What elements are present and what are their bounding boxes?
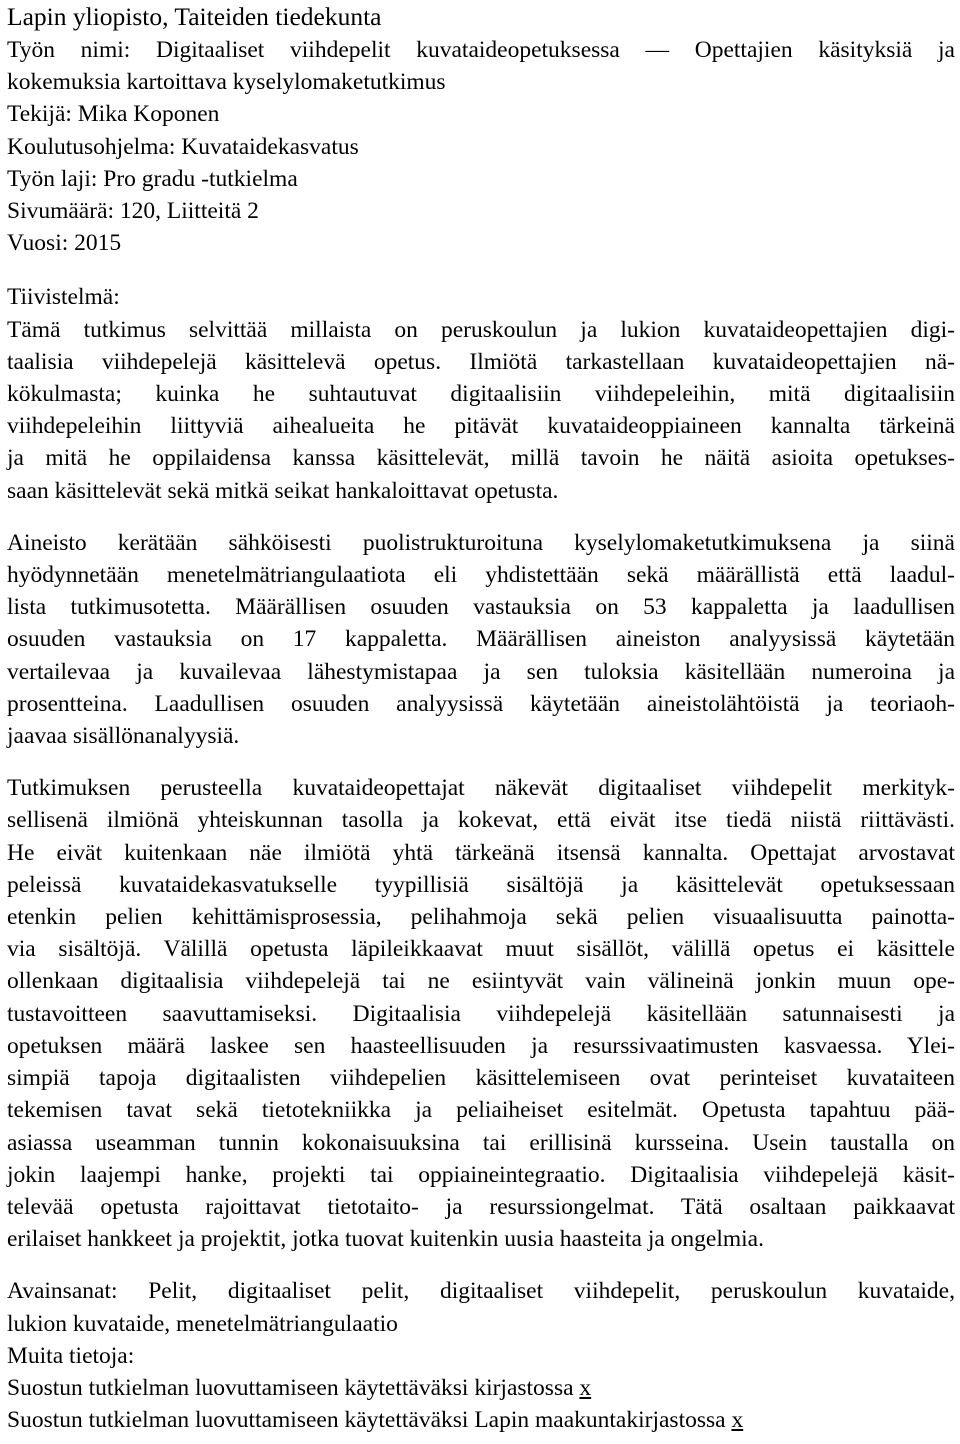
abstract-paragraph-1 xyxy=(7,314,955,507)
paragraph-line: vertailevaa ja kuvailevaa lähestymistapaa ja sen tuloksia käsitellään numeroina ja xyxy=(7,658,955,685)
paragraph-line: prosentteina. Laadullisen osuuden analyysissä käytetään aineistolähtöistä ja teoriaoh- xyxy=(7,690,955,717)
abstract-paragraph-2 xyxy=(7,527,955,752)
abstract-paragraph-3 xyxy=(7,772,955,1255)
paragraph-line: viihdepeleihin liittyviä aihealueita he pitävät kuvataideoppiaineen kannalta tärkeinä xyxy=(7,413,955,440)
paragraph-line: sellisenä ilmiönä yhteiskunnan tasolla ja kokevat, että eivät itse tiedä niistä riittävästi. xyxy=(7,807,955,834)
paragraph-line: peleissä kuvataidekasvatukselle tyypillisiä sisältöjä ja käsittelevät opetuksessaan xyxy=(7,871,955,898)
thesis-title-line-2: kokemuksia kartoittava kyselylomaketutkimus xyxy=(7,69,446,96)
regional-library-consent-mark: x xyxy=(731,1407,744,1434)
work-type-line: Työn laji: Pro gradu -tutkielma xyxy=(7,165,298,192)
paragraph-line: He eivät kuitenkaan näe ilmiötä yhtä tärkeänä itsensä kannalta. Opettajat arvostavat xyxy=(7,839,955,866)
regional-library-consent-text: Suostun tutkielman luovuttamiseen käytettäväksi Lapin maakuntakirjastossa xyxy=(7,1407,732,1434)
pages-line: Sivumäärä: 120, Liitteitä 2 xyxy=(7,198,259,225)
paragraph-line: taalisia viihdepelejä käsittelevä opetus. Ilmiötä tarkastellaan kuvataideopettajien nä- xyxy=(7,348,955,375)
paragraph-line: etenkin pelien kehittämisprosessia, pelihahmoja sekä pelien visuaalisuutta painotta- xyxy=(7,904,955,931)
paragraph-line: televää opetusta rajoittavat tietotaito- ja resurssiongelmat. Tätä osaltaan paikkaavat xyxy=(7,1193,955,1220)
paragraph-line: jokin laajempi hanke, projekti tai oppiaineintegraatio. Digitaalisia viihdepelejä käsit- xyxy=(7,1161,955,1188)
paragraph-line: erilaiset hankkeet ja projektit, jotka tuovat kuitenkin uusia haasteita ja ongelmia. xyxy=(7,1226,764,1253)
thesis-title-line-1: Työn nimi: Digitaaliset viihdepelit kuvataideopetuksessa — Opettajien käsityksiä ja xyxy=(7,37,955,63)
keywords-line-1: Avainsanat: Pelit, digitaaliset pelit, digitaaliset viihdepelit, peruskoulun kuvataide, xyxy=(7,1278,955,1305)
paragraph-line: asiassa useamman tunnin kokonaisuuksina tai erillisinä kursseina. Usein taustalla on xyxy=(7,1129,955,1156)
library-consent-mark: x xyxy=(579,1374,592,1401)
paragraph-line: lista tutkimusotetta. Määrällisen osuuden vastauksia on 53 kappaletta ja laadullisen xyxy=(7,594,955,621)
paragraph-line: ja mitä he oppilaidensa kanssa käsittelevät, millä tavoin he näitä asioita opetukses- xyxy=(7,445,955,472)
regional-library-consent-line xyxy=(7,1404,955,1436)
paragraph-line: tekemisen tavat sekä tietotekniikka ja peliaiheiset esitelmät. Opetusta tapahtuu pää- xyxy=(7,1097,955,1124)
institution-heading: Lapin yliopisto, Taiteiden tiedekunta xyxy=(7,2,382,31)
programme-line: Koulutusohjelma: Kuvataidekasvatus xyxy=(7,133,359,160)
paragraph-line: hyödynnetään menetelmätriangulaatiota eli yhdistettään sekä määrällistä että laadul- xyxy=(7,562,955,589)
paragraph-line: simpiä tapoja digitaalisten viihdepelien käsittelemiseen ovat perinteiset kuvataiteen xyxy=(7,1065,955,1092)
author-line: Tekijä: Mika Koponen xyxy=(7,101,220,128)
paragraph-line: kökulmasta; kuinka he suhtautuvat digitaalisiin viihdepeleihin, mitä digitaalisiin xyxy=(7,381,955,408)
keywords-line-2: lukion kuvataide, menetelmätriangulaatio xyxy=(7,1310,398,1337)
paragraph-line: via sisältöjä. Välillä opetusta läpileikkaavat muut sisällöt, välillä opetus ei käsittele xyxy=(7,936,955,963)
paragraph-line: saan käsittelevät sekä mitkä seikat hankaloittavat opetusta. xyxy=(7,477,559,504)
document-page xyxy=(7,0,955,1436)
paragraph-line: Tämä tutkimus selvittää millaista on peruskoulun ja lukion kuvataideopettajien digi- xyxy=(7,316,955,343)
year-line: Vuosi: 2015 xyxy=(7,230,122,257)
other-info-heading: Muita tietoja: xyxy=(7,1342,135,1369)
paragraph-line: Tutkimuksen perusteella kuvataideopettajat näkevät digitaaliset viihdepelit merkityk- xyxy=(7,775,955,802)
library-consent-line xyxy=(7,1372,955,1404)
paragraph-line: Aineisto kerätään sähköisesti puolistrukturoituna kyselylomaketutkimuksena ja siinä xyxy=(7,529,955,556)
paragraph-line: jaavaa sisällönanalyysiä. xyxy=(7,723,240,750)
paragraph-line: osuuden vastauksia on 17 kappaletta. Määrällisen aineiston analyysissä käytetään xyxy=(7,626,955,653)
paragraph-line: opetuksen määrä laskee sen haasteellisuuden ja resurssivaatimusten kasvaessa. Ylei- xyxy=(7,1032,955,1059)
paragraph-line: ollenkaan digitaalisia viihdepelejä tai ne esiintyvät vain välineinä jonkin muun ope- xyxy=(7,968,955,995)
abstract-heading: Tiivistelmä: xyxy=(7,284,120,311)
paragraph-line: tustavoitteen saavuttamiseksi. Digitaalisia viihdepelejä käsitellään satunnaisesti ja xyxy=(7,1000,955,1027)
library-consent-text: Suostun tutkielman luovuttamiseen käytettäväksi kirjastossa xyxy=(7,1374,580,1401)
